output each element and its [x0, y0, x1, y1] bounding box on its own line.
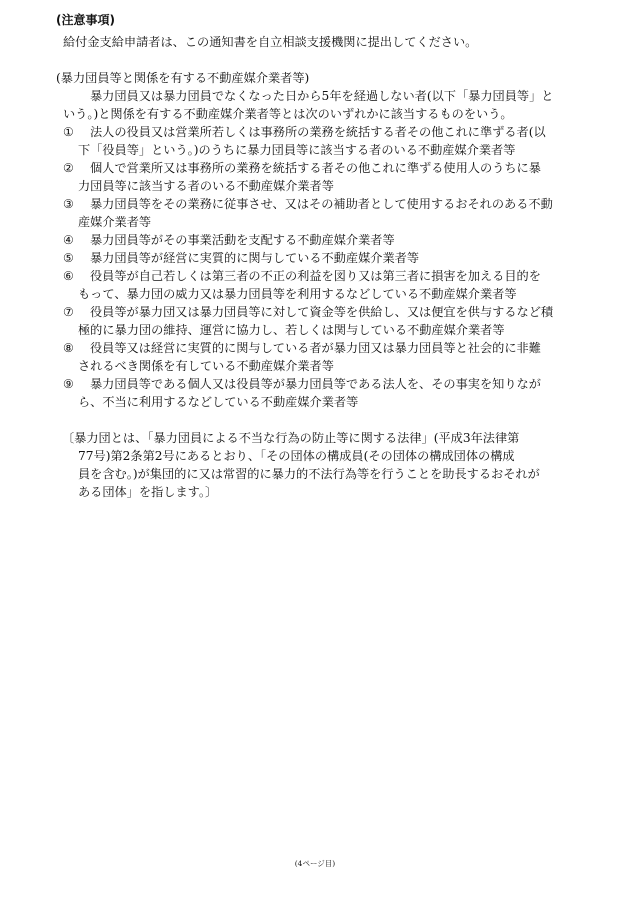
item-6-line-2: もって、暴力団の威力又は暴力団員等を利用するなどしている不動産媒介業者等	[78, 287, 517, 301]
item-1-line-2: 下「役員等」という。)のうちに暴力団員等に該当する者のいる不動産媒介業者等	[78, 143, 516, 157]
page-number: (4ページ目)	[294, 859, 336, 868]
item-3-line-2: 産媒介業者等	[78, 215, 152, 229]
item-5-number: ⑤	[63, 251, 74, 265]
definition-line-3: 員を含む。)が集団的に又は常習的に暴力的不法行為等を行うことを助長するおそれが	[78, 467, 540, 481]
item-9-number: ⑨	[63, 377, 74, 391]
notice-heading: (注意事項)	[56, 13, 115, 27]
notice-body: 給付金支給申請者は、この通知書を自立相談支援機関に提出してください。	[63, 35, 478, 49]
item-2-line-2: 力団員等に該当する者のいる不動産媒介業者等	[78, 179, 334, 193]
item-7-number: ⑦	[63, 305, 74, 319]
item-1-number: ①	[63, 125, 74, 139]
definition-line-4: ある団体」を指します。〕	[78, 485, 218, 499]
item-8-line-1: 役員等又は経営に実質的に関与している者が暴力団又は暴力団員等と社会的に非難	[90, 341, 541, 355]
item-6-line-1: 役員等が自己若しくは第三者の不正の利益を図り又は第三者に損害を加える目的を	[90, 269, 541, 283]
item-3-line-1: 暴力団員等をその業務に従事させ、又はその補助者として使用するおそれのある不動	[90, 197, 553, 211]
item-4-number: ④	[63, 233, 74, 247]
item-3-number: ③	[63, 197, 74, 211]
item-9-line-1: 暴力団員等である個人又は役員等が暴力団員等である法人を、その事実を知りなが	[90, 377, 541, 391]
item-1-line-1: 法人の役員又は営業所若しくは事務所の業務を統括する者その他これに準ずる者(以	[90, 125, 546, 139]
broker-heading: (暴力団員等と関係を有する不動産媒介業者等)	[56, 71, 310, 85]
item-4-line-1: 暴力団員等がその事業活動を支配する不動産媒介業者等	[90, 233, 395, 247]
item-6-number: ⑥	[63, 269, 74, 283]
item-5-line-1: 暴力団員等が経営に実質的に関与している不動産媒介業者等	[90, 251, 420, 265]
item-8-number: ⑧	[63, 341, 74, 355]
item-9-line-2: ら、不当に利用するなどしている不動産媒介業者等	[78, 395, 359, 409]
item-2-number: ②	[63, 161, 74, 175]
item-8-line-2: されるべき関係を有している不動産媒介業者等	[78, 359, 334, 373]
item-7-line-2: 極的に暴力団の維持、運営に協力し、若しくは関与している不動産媒介業者等	[78, 323, 505, 337]
definition-line-2: 77号)第2条第2号にあるとおり、「その団体の構成員(その団体の構成団体の構成	[78, 449, 515, 463]
item-2-line-1: 個人で営業所又は事務所の業務を統括する者その他これに準ずる使用人のうちに暴	[90, 161, 541, 175]
definition-line-1: 〔暴力団とは、「暴力団員による不当な行為の防止等に関する法律」(平成3年法律第	[62, 431, 520, 445]
item-7-line-1: 役員等が暴力団又は暴力団員等に対して資金等を供給し、又は便宜を供与するなど積	[90, 305, 554, 319]
broker-intro-line-1: 暴力団員又は暴力団員でなくなった日から5年を経過しない者(以下「暴力団員等」と	[90, 89, 554, 103]
broker-intro-line-2: いう。)と関係を有する不動産媒介業者等とは次のいずれかに該当するものをいう。	[63, 107, 513, 121]
